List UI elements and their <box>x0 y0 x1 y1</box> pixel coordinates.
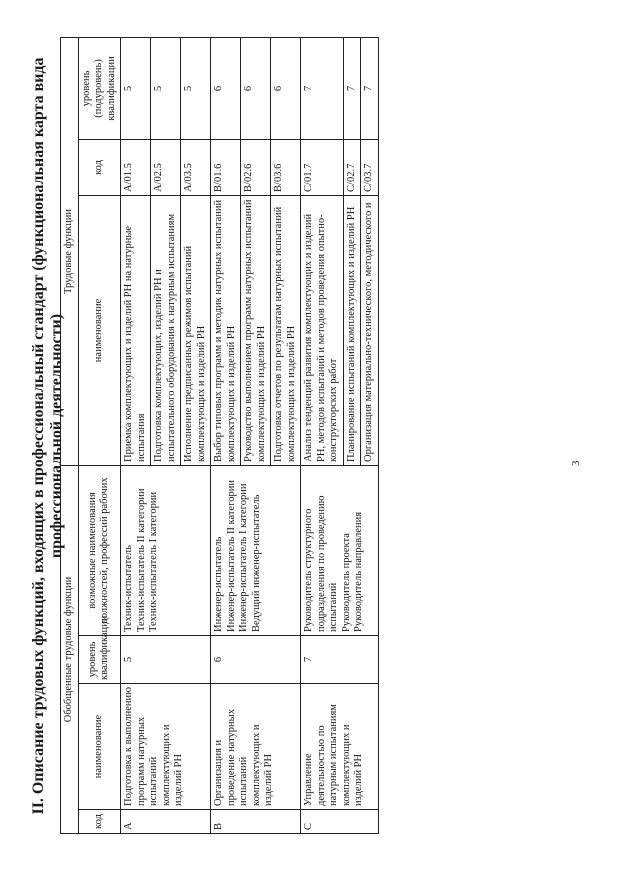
header-positions: возможные наименования должностей, профессий рабочих <box>78 465 121 635</box>
function-name: Анализ тенденций развития комплектующих и изделий РН, методов испытаний и методов проведения опытно-конструкторских работ <box>301 195 344 465</box>
group-code: A <box>121 810 211 834</box>
header-code: код <box>78 810 121 834</box>
header-tf-code: код <box>78 139 121 195</box>
function-level: 5 <box>181 37 211 139</box>
function-name: Организация материально-технического, методического и <box>361 195 379 465</box>
group-level: 7 <box>301 636 379 684</box>
function-code: B/03.6 <box>271 139 301 195</box>
function-name: Подготовка отчетов по результатам натурных испытаний комплектующих и изделий РН <box>271 195 301 465</box>
position-title: Ведущий инженер-испытатель <box>250 494 262 632</box>
function-level: 6 <box>271 37 301 139</box>
table-row <box>121 37 151 833</box>
header-level: уровень квалификации <box>78 636 121 684</box>
functional-map-table <box>60 37 379 834</box>
function-code: A/01.5 <box>121 139 151 195</box>
function-level: 6 <box>241 37 271 139</box>
function-code: B/01.6 <box>211 139 241 195</box>
group-name: Управление деятельностью по натурным испытаниям комплектующих и изделий РН <box>301 684 379 810</box>
position-title: Техник-испытатель I категории <box>148 491 159 632</box>
group-name: Организация и проведение натурных испытаний комплектующих и изделий РН <box>211 684 301 810</box>
group-code: B <box>211 810 301 834</box>
group-name: Подготовка к выполнению программ натурных испытаний комплектующих и изделий РН <box>121 684 211 810</box>
function-code: B/02.6 <box>241 139 271 195</box>
header-tf-name: наименование <box>78 195 121 465</box>
group-positions <box>211 465 301 635</box>
position-title: Техник-испытатель <box>123 545 134 632</box>
group-code: C <box>301 810 379 834</box>
group-positions <box>301 465 379 635</box>
position-title: Инженер-испытатель II категории <box>225 480 237 632</box>
function-name: Приемка комплектующих и изделий РН на натурные испытания <box>121 195 151 465</box>
header-tf-level: уровень (подуровень) квалификации <box>78 37 121 139</box>
function-level: 7 <box>301 37 344 139</box>
position-title: Инженер-испытатель <box>213 536 224 632</box>
header-labor: Трудовые функции <box>61 37 79 465</box>
table-row <box>301 37 344 833</box>
function-name: Руководство выполнением программ натурных испытаний комплектующих и изделий РН <box>241 195 271 465</box>
position-title: Руководитель проекта <box>340 533 352 632</box>
position-title: Техник-испытатель II категории <box>135 488 147 632</box>
page-number: 3 <box>570 460 582 466</box>
function-level: 5 <box>121 37 151 139</box>
position-title: Руководитель структурного подразделения по проведению испытаний <box>303 495 339 632</box>
header-generalized: Обобщенные трудовые функции <box>61 465 79 833</box>
group-level: 5 <box>121 636 211 684</box>
function-code: C/03.7 <box>361 139 379 195</box>
function-level: 5 <box>151 37 181 139</box>
function-code: A/03.5 <box>181 139 211 195</box>
table-body <box>121 37 379 833</box>
function-code: A/02.5 <box>151 139 181 195</box>
function-level: 7 <box>343 37 361 139</box>
function-name: Выбор типовых программ и методик натурных испытаний комплектующих и изделий РН <box>211 195 241 465</box>
group-level: 6 <box>211 636 301 684</box>
function-code: C/02.7 <box>343 139 361 195</box>
function-level: 7 <box>361 37 379 139</box>
header-name: наименование <box>78 684 121 810</box>
function-name: Исполнение предписанных режимов испытаний комплектующих и изделий РН <box>181 195 211 465</box>
header-row-groups <box>61 37 79 833</box>
group-positions <box>121 465 211 635</box>
function-code: C/01.7 <box>301 139 344 195</box>
position-title: Руководитель направления <box>353 511 364 632</box>
function-name: Подготовка комплектующих, изделий РН и испытательного оборудования к натурным испытаниям <box>151 195 181 465</box>
header-row-columns <box>78 37 121 833</box>
section-title: II. Описание трудовых функций, входящих в профессиональный стандарт (функциональная карта вида профессиональной деятельности) <box>30 57 65 815</box>
position-title: Инженер-испытатель I категории <box>238 483 249 632</box>
function-name: Планирование испытаний комплектующих и изделий РН <box>343 195 361 465</box>
table-row <box>211 37 241 833</box>
function-level: 6 <box>211 37 241 139</box>
